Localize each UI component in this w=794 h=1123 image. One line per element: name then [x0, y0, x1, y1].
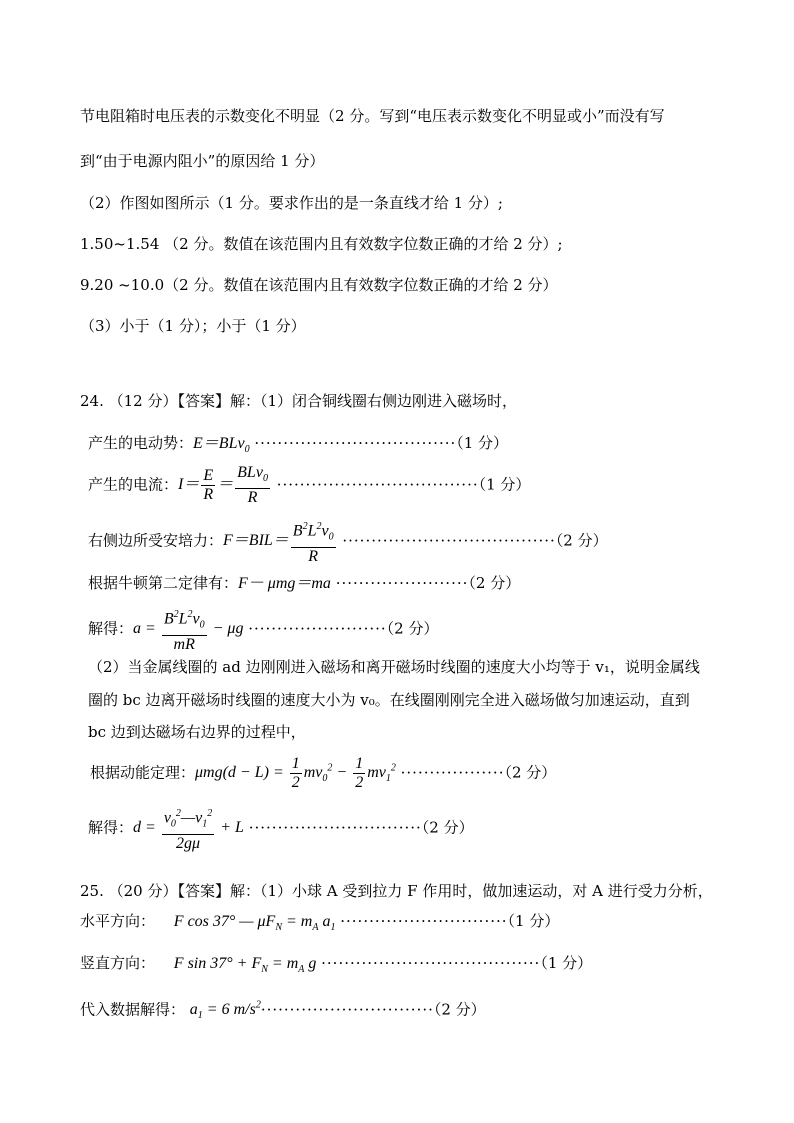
p23-line-4: 1.50~1.54 （2 分。数值在该范围内且有效数字位数正确的才给 2 分）;	[80, 235, 563, 253]
vertical-label: 竖直方向：	[80, 954, 156, 972]
q24-current-line	[88, 464, 530, 507]
force-score: （2 分）	[555, 531, 608, 550]
leader-dots: ···································	[276, 475, 479, 494]
vertical-score: （1 分）	[540, 954, 593, 972]
q24-force-line	[88, 518, 608, 566]
q24-part2-line-3: bc 边到达磁场右边界的过程中，	[88, 723, 306, 741]
leader-dots: ······································	[321, 954, 541, 972]
solve-score: （2 分）	[386, 619, 439, 638]
q24-emf-line	[88, 433, 508, 460]
distance-equation: d = $\frac{v_0^2—v_1^2}{2g\mu}$ + L	[133, 819, 244, 836]
substitute-equation: $a_1 = 6$ $m/s^2$	[189, 1000, 261, 1022]
q24-distance-line	[88, 805, 474, 853]
emf-score: （1 分）	[456, 434, 509, 452]
leader-dots: ·····································	[342, 531, 556, 550]
kinetic-score: （2 分）	[504, 763, 557, 782]
q25-horizontal-line	[80, 911, 559, 938]
distance-score: （2 分）	[421, 818, 474, 837]
leader-dots: ······························	[260, 1000, 434, 1019]
q24-heading: 24. （12 分）【答案】解：（1）闭合铜线圈右侧边刚进入磁场时，	[80, 392, 518, 410]
q24-part2-line-2: 圈的 bc 边离开磁场时线圈的速度大小为 v₀。在线圈刚刚完全进入磁场做匀加速运动，直到	[88, 691, 690, 709]
leader-dots: ······························	[248, 818, 422, 837]
q24-part2-line-1: （2）当金属线圈的 ad 边刚刚进入磁场和离开磁场时线圈的速度大小均等于 v₁，说明金属线	[88, 658, 700, 676]
solve-label: 解得：	[88, 619, 134, 638]
newton-score: （2 分）	[468, 574, 521, 592]
emf-label: 产生的电动势：	[88, 434, 194, 452]
p23-line-6: （3）小于（1 分）；小于（1 分）	[80, 317, 306, 335]
q25-vertical-line	[80, 953, 592, 980]
q25-substitute-line	[80, 996, 486, 1027]
leader-dots: ···································	[254, 434, 457, 452]
q24-solve-line	[88, 606, 438, 654]
current-score: （1 分）	[478, 475, 531, 494]
vertical-equation: F $\sin 37^\circ + F_N = m_A$ g	[173, 955, 317, 976]
kinetic-label: 根据动能定理：	[90, 763, 196, 782]
p23-line-2: 到“由于电源内阻小”的原因给 1 分）	[80, 152, 325, 170]
q24-newton-line	[88, 573, 520, 594]
distance-label: 解得：	[88, 818, 134, 837]
substitute-label: 代入数据解得：	[80, 1000, 186, 1019]
q25-heading: 25. （20 分）【答案】解：（1）小球 A 受到拉力 F 作用时，做加速运动，对 A 进行受力分析，	[80, 882, 713, 900]
force-equation: F＝BIL＝ $\frac{B^2L^2v_0}{R}$	[223, 532, 338, 549]
newton-equation: F－ μmg＝ma	[238, 575, 331, 592]
p23-line-5: 9.20 ~10.0（2 分。数值在该范围内且有效数字位数正确的才给 2 分）	[80, 276, 558, 294]
leader-dots: ·····························	[340, 912, 508, 930]
substitute-score: （2 分）	[433, 1000, 486, 1019]
p23-line-1: 节电阻箱时电压表的示数变化不明显（2 分。写到“电压表示数变化不明显或小”而没有写	[80, 107, 665, 125]
p23-line-3: （2）作图如图所示（1 分。要求作出的是一条直线才给 1 分）;	[80, 194, 503, 212]
leader-dots: ··················	[400, 763, 505, 782]
current-label: 产生的电流：	[88, 475, 179, 494]
current-equation: I＝ $\frac{E}{R}$ ＝ $\frac{BLv_0}{R}$	[178, 464, 268, 507]
q24-kinetic-line	[90, 750, 556, 799]
leader-dots: ·······················	[335, 574, 469, 592]
horizontal-label: 水平方向：	[80, 912, 156, 930]
newton-label: 根据牛顿第二定律有：	[88, 574, 239, 592]
leader-dots: ························	[248, 619, 387, 638]
force-label: 右侧边所受安培力：	[88, 531, 224, 550]
horizontal-equation: F cos 37° — $\mu F_N = m_A$ $a_1$	[173, 913, 336, 934]
emf-equation: E＝BLv$_0$	[193, 435, 250, 456]
solve-equation: a = $\frac{B^2L^2v_0}{mR}$ − μg	[133, 620, 243, 637]
horizontal-score: （1 分）	[507, 912, 560, 930]
kinetic-equation: μmg(d − L) = $\frac{1}{2}$ $mv_0^2$ − $\frac{1}{2}$ $mv_1^2$	[195, 755, 396, 792]
